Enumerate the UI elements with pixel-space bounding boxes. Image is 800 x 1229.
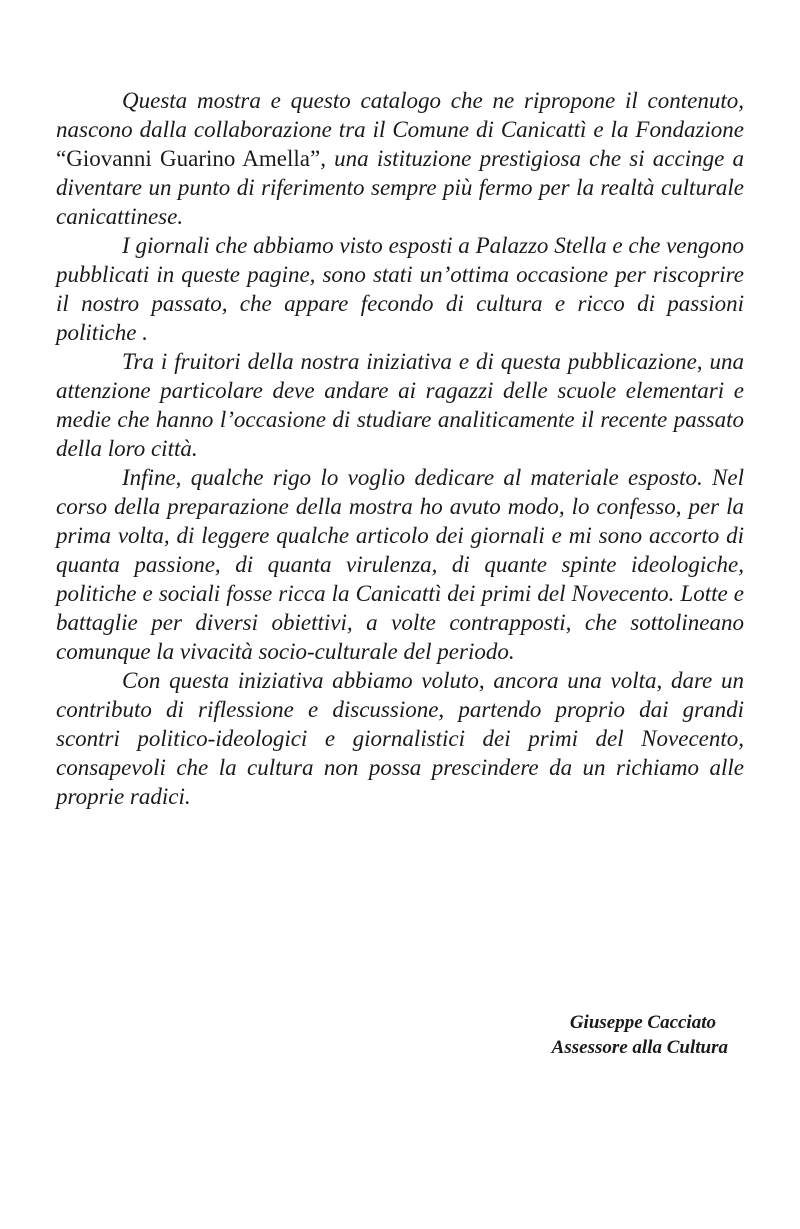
paragraph-1-rest: , una istituzione prestigiosa che si accinge a diventare un punto di riferimento sempre più fermo per la realtà culturale canicattinese. (56, 146, 745, 229)
paragraph-1 (56, 86, 744, 231)
paragraph-5: Con questa iniziativa abbiamo voluto, ancora una volta, dare un contributo di riflessione e discussione, partendo proprio dai grandi scontri politico-ideologici e giornalistici dei primi del Novecento, consapevoli che la cultura non possa prescindere da un richiamo alle proprie radici. (56, 668, 744, 809)
signature-block (480, 1010, 728, 1060)
paragraph-3: Tra i fruitori della nostra iniziativa e di questa pubblicazione, una attenzione particolare deve andare ai ragazzi delle scuole elementari e medie che hanno l’occasione di studiare analiticamente il recente passato della loro città. (56, 349, 744, 461)
paragraph-1-intro: Questa mostra e questo catalogo che ne ripropone il contenuto, nascono dalla collaborazione tra il Comune di Canicattì e la Fondazione (56, 88, 744, 142)
signature-role: Assessore alla Cultura (551, 1037, 728, 1058)
paragraph-4: Infine, qualche rigo lo voglio dedicare al materiale esposto. Nel corso della preparazione della mostra ho avuto modo, lo confesso, per la prima volta, di leggere qualche articolo dei giornali e mi sono accorto di quanta passione, di quanta virulenza, di quante spinte ideologiche, politiche e sociali fosse ricca la Canicattì dei primi del Novecento. Lotte e battaglie per diversi obiettivi, a volte contrapposti, che sottolineano comunque la vivacità socio-culturale del periodo. (56, 465, 744, 664)
signature-name: Giuseppe Cacciato (569, 1012, 716, 1033)
letter-body (56, 86, 744, 811)
paragraph-2: I giornali che abbiamo visto esposti a Palazzo Stella e che vengono pubblicati in queste pagine, sono stati un’ottima occasione per riscoprire il nostro passato, che appare fecondo di cultura e ricco di passioni politiche . (56, 233, 744, 345)
foundation-name: “Giovanni Guarino Amella” (56, 146, 321, 171)
